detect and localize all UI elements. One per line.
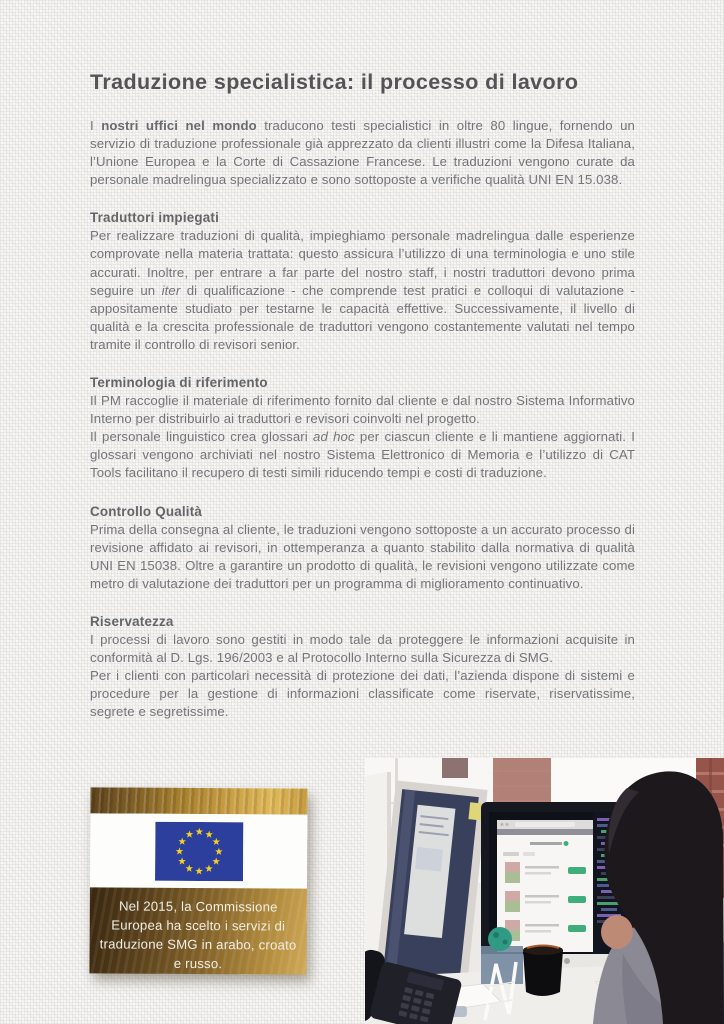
section-terminologia <box>90 374 635 482</box>
section-paragraph: Per realizzare traduzioni di qualità, impieghiamo personale madrelingua dalle esperienze comprovate nella materia trattata: questo assicura l’utilizzo di una terminologia e uno stile accurati. Inoltre, per entrare a far parte del nostro staff, i nostri traduttori devono prima seguire un iter di qualificazione - che comprende test pratici e colloqui di valutazione - appositamente studiato per testarne le capacità effettive. Successivamente, il livello di qualità e la crescita professionale de traduttori vengono costantemente valutati nel tempo tramite il controllo di revisori senior. <box>90 228 635 352</box>
intro-bold-phrase: nostri uffici nel mondo <box>101 118 257 133</box>
section-traduttori-impiegati <box>90 209 635 354</box>
section-paragraph: Prima della consegna al cliente, le traduzioni vengono sottoposte a un accurato processo di revisione affidato ai revisori, in ottemperanza a quanto stabilito dalla normativa di qualità UNI EN 15038. Oltre a garantire un prodotto di qualità, le revisioni vengono utilizzate come metro di valutazione dei traduttori per un programma di miglioramento continuativo. <box>90 521 635 591</box>
main-text-column <box>90 70 635 721</box>
apple-logo <box>564 958 570 964</box>
section-paragraph: Il personale linguistico crea glossari ad hoc per ciascun cliente e li mantiene aggiornati. I glossari vengono archiviati nel nostro Sistema Elettronico di Memoria e l’utilizzo di CAT Tools facilitano il recupero di testi simili riducendo tempi e costi di traduzione. <box>90 429 635 481</box>
eu-card-caption: Nel 2015, la Commissione Europea ha scelto i servizi di traduzione SMG in arabo, croato e russo. <box>89 887 307 974</box>
section-heading: Terminologia di riferimento <box>90 375 268 391</box>
globe-ornament <box>488 927 512 951</box>
section-heading: Riservatezza <box>90 613 174 629</box>
section-controllo-qualita <box>90 503 635 593</box>
section-paragraph: I processi di lavoro sono gestiti in modo tale da proteggere le informazioni acquisite in conformità al D. Lgs. 196/2003 e al Protocollo Interno sulla Sicurezza di SMG. <box>90 631 635 665</box>
section-riservatezza <box>90 613 635 721</box>
browser-window <box>497 820 593 952</box>
section-paragraph: Per i clienti con particolari necessità di protezione dei dati, l’azienda dispone di sistemi e procedure per la gestione di informazioni classificate come riservate, riservatissime, segrete e segretissime. <box>90 668 635 720</box>
eu-flag-panel <box>90 813 307 888</box>
sticky-note <box>468 802 483 820</box>
eu-commission-card <box>89 787 307 974</box>
intro-paragraph: I nostri uffici nel mondo traducono testi specialistici in oltre 80 lingue, fornendo un servizio di traduzione professionale già apprezzato da clienti illustri come la Difesa Italiana, l’Unione Europea e la Corte di Cassazione Francese. Le traduzioni vengono curate da personale madrelingua specializzato e sono sottoposte a verifiche qualità UNI EN 15.038. <box>90 118 635 188</box>
coffee-mug <box>523 945 563 996</box>
page-title: Traduzione specialistica: il processo di lavoro <box>90 70 579 94</box>
hand-fist <box>601 915 633 949</box>
section-paragraph: Il PM raccoglie il materiale di riferimento fornito dal cliente e dal nostro Sistema Informativo Interno per distribuirlo ai traduttori e revisori coinvolti nel progetto. <box>90 393 635 427</box>
eu-flag <box>155 821 243 881</box>
gold-top-strip <box>90 787 307 814</box>
section-heading: Controllo Qualità <box>90 503 203 519</box>
section-heading: Traduttori impiegati <box>90 210 219 226</box>
office-photo <box>365 758 724 1024</box>
